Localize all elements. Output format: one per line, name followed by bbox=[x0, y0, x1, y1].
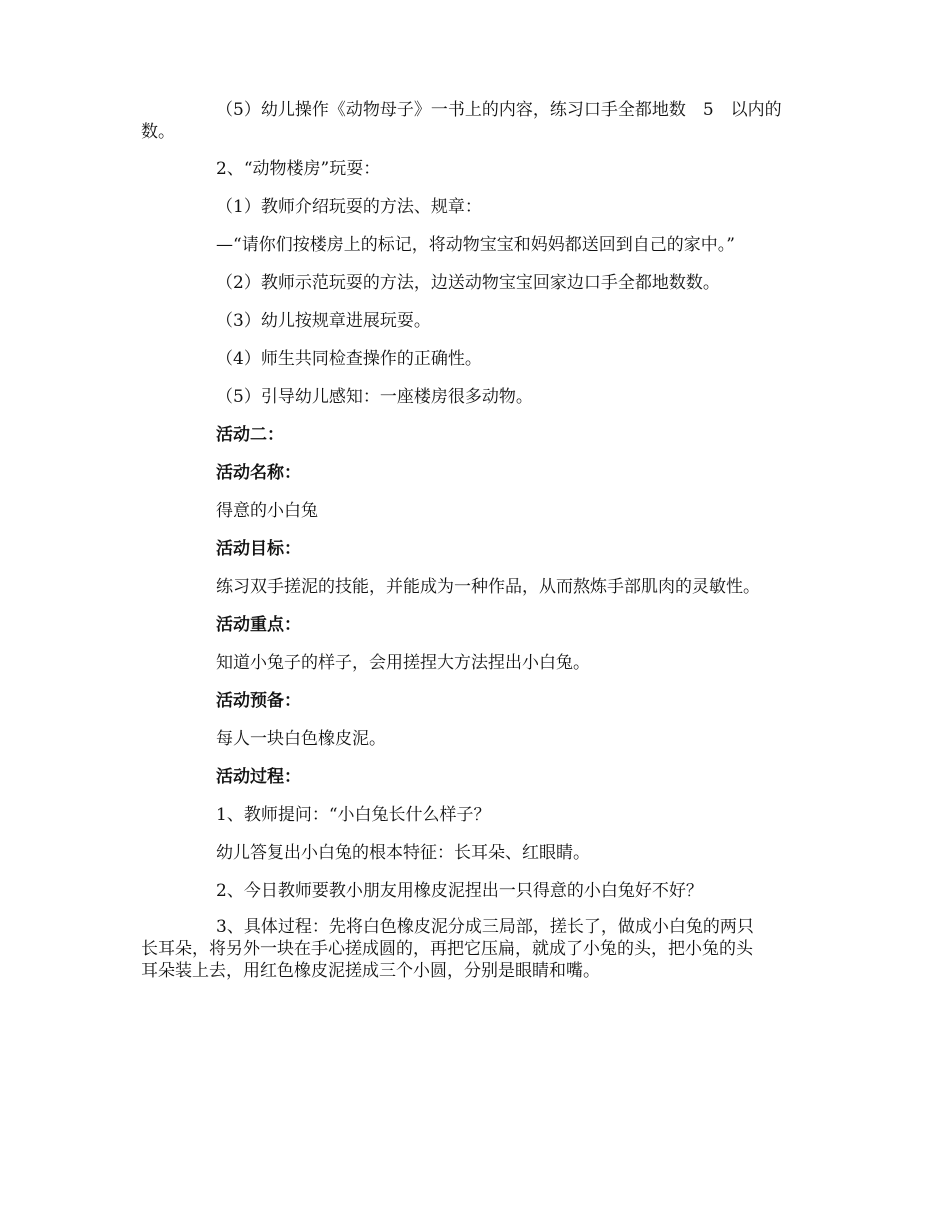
heading-activity-two: 活动二： bbox=[216, 425, 284, 445]
heading-activity-process: 活动过程： bbox=[216, 767, 301, 787]
quote-line: —“请你们按楼房上的标记，将动物宝宝和妈妈都送回到自己的家中。” bbox=[216, 235, 735, 255]
activity-prep-text: 每人一块白色橡皮泥。 bbox=[216, 729, 386, 749]
list-item: （1）教师介绍玩耍的方法、规章： bbox=[216, 197, 482, 217]
paragraph-line: 3、具体过程：先将白色橡皮泥分成三局部，搓长了，做成小白兔的两只 bbox=[216, 917, 754, 937]
activity-focus-text: 知道小兔子的样子，会用搓捏大方法捏出小白兔。 bbox=[216, 653, 590, 673]
heading-activity-name: 活动名称： bbox=[216, 463, 301, 483]
process-step: 1、教师提问：“小白兔长什么样子？ bbox=[216, 805, 491, 825]
activity-goal-text: 练习双手搓泥的技能，并能成为一种作品，从而熬炼手部肌肉的灵敏性。 bbox=[216, 577, 760, 597]
paragraph-line: （5）幼儿操作《动物母子》一书上的内容，练习口手全都地数 5 以内的 bbox=[216, 100, 782, 120]
activity-name-text: 得意的小白兔 bbox=[216, 501, 318, 521]
paragraph-line: 长耳朵，将另外一块在手心搓成圆的，再把它压扁，就成了小兔的头，把小兔的头 bbox=[141, 939, 753, 959]
section-item: 2、“动物楼房”玩耍： bbox=[216, 159, 381, 179]
paragraph-line: 耳朵装上去，用红色橡皮泥搓成三个小圆，分别是眼睛和嘴。 bbox=[141, 961, 600, 981]
heading-activity-goal: 活动目标： bbox=[216, 539, 301, 559]
list-item: （2）教师示范玩耍的方法，边送动物宝宝回家边口手全都地数数。 bbox=[216, 273, 720, 293]
paragraph-line: 数。 bbox=[141, 122, 175, 142]
heading-activity-focus: 活动重点： bbox=[216, 615, 301, 635]
process-step: 幼儿答复出小白兔的根本特征：长耳朵、红眼睛。 bbox=[216, 843, 590, 863]
heading-activity-prep: 活动预备： bbox=[216, 691, 301, 711]
list-item: （4）师生共同检查操作的正确性。 bbox=[216, 349, 482, 369]
list-item: （3）幼儿按规章进展玩耍。 bbox=[216, 311, 431, 331]
process-step: 2、今日教师要教小朋友用橡皮泥捏出一只得意的小白兔好不好？ bbox=[216, 881, 703, 901]
list-item: （5）引导幼儿感知：一座楼房很多动物。 bbox=[216, 387, 533, 407]
